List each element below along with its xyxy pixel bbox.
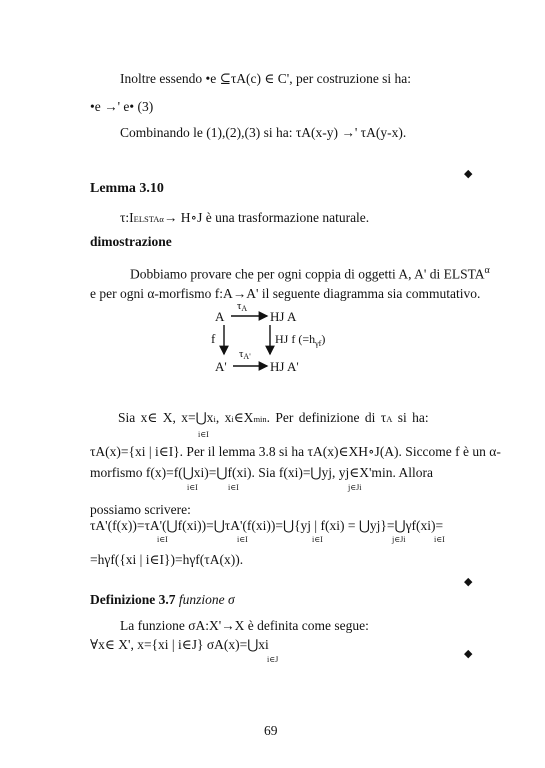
alpha-superscript: α [484, 265, 490, 276]
equation-tau-a-prime: τA'(f(x))=τA'(⋃f(xi))=⋃τA'(f(xi))=⋃{yj | f(xi) = ⋃yj}=⋃γf(xi)= [90, 518, 444, 533]
text-dobbiamo-main: Dobbiamo provare che per ogni coppia di oggetti A, A' di ELSTA [130, 266, 485, 282]
label-tau-a-prime: τA' [239, 348, 251, 361]
commutative-diagram [205, 300, 375, 375]
equation-h-gamma: =hγf({xi | i∈I})=hγf(τA(x)). [90, 552, 244, 567]
end-proof-diamond: ◆ [464, 168, 473, 180]
label-hjf: HJ f $(=h_{\gamma f})$ [275, 332, 326, 348]
text-sia-e: A [386, 414, 393, 424]
text-dobbiamo [130, 263, 490, 283]
text-sia-c: ∈X [233, 410, 254, 425]
label-tau-a: τA [237, 300, 248, 313]
tau-def-b: → H∘J è una trasformazione naturale. [163, 210, 370, 225]
tau-def-a: τ:I [120, 210, 134, 225]
definition-title-bold: Definizione 3.7 [90, 592, 176, 607]
under-iel-3: i∈I [228, 483, 239, 492]
text-sia-min: min [253, 414, 267, 424]
text-combinando: Combinando le (1),(2),(3) si ha: τA(x-y) →' τA(y-x). [120, 125, 407, 140]
under-iel-2: i∈I [187, 483, 198, 492]
under-iel-4: i∈I [157, 535, 168, 544]
node-a: A [215, 309, 225, 324]
page-number: 69 [264, 723, 278, 738]
under-iej: i∈J [267, 655, 279, 664]
lemma-title: Lemma 3.10 [90, 181, 164, 196]
text-possiamo: possiamo scrivere: [90, 502, 191, 517]
under-iel-1: i∈I [198, 430, 209, 439]
text-per-ogni: e per ogni α-morfismo f:A→A' il seguente diagramma sia commutativo. [90, 286, 481, 301]
under-jeji-1: j∈Ji [348, 483, 362, 492]
node-a-prime: A' [215, 359, 227, 374]
definition-title [90, 592, 235, 608]
text-sia: Sia x∈ X, x=⋃xi, xi∈Xmin. Per definizione di τA si ha: [118, 410, 429, 425]
text-sia-a: Sia x∈ X, x=⋃x [118, 410, 214, 425]
lemma-statement [120, 210, 369, 227]
under-iel-6: i∈I [312, 535, 323, 544]
text-morfismo: morfismo f(x)=f(⋃xi)=⋃f(xi). Sia f(xi)=⋃yj, yj∈X'min. Allora [90, 465, 433, 480]
dimostrazione-heading: dimostrazione [90, 234, 172, 249]
end-proof-diamond-2: ◆ [464, 576, 473, 588]
node-hja-prime: HJ A' [270, 359, 299, 374]
text-forall: ∀x∈ X', x={xi | i∈J} σA(x)=⋃xi [90, 637, 269, 652]
end-definition-diamond: ◆ [464, 648, 473, 660]
text-inoltre: Inoltre essendo •e ⊆τA(c) ∈ C', per costruzione si ha: [120, 71, 412, 86]
equation-3: •e →' e• (3) [90, 99, 154, 114]
definition-title-italic: funzione σ [178, 592, 235, 607]
under-jeji-2: j∈Ji [392, 535, 406, 544]
node-hja: HJ A [270, 309, 297, 324]
text-sia-b: , x [215, 410, 232, 425]
under-iel-5: i∈I [237, 535, 248, 544]
tau-def-sub: ELSTAα [133, 214, 164, 224]
text-sia-f: si ha: [392, 410, 429, 425]
text-sia-d: . Per definizione di τ [266, 410, 387, 425]
text-la-funzione: La funzione σA:X'→X è definita come segue: [120, 618, 369, 633]
under-iel-7: i∈I [434, 535, 445, 544]
label-f: f [211, 331, 216, 346]
text-tau-set: τA(x)={xi | i∈I}. Per il lemma 3.8 si ha τA(x)∈XH∘J(A). Siccome f è un α- [90, 444, 501, 459]
